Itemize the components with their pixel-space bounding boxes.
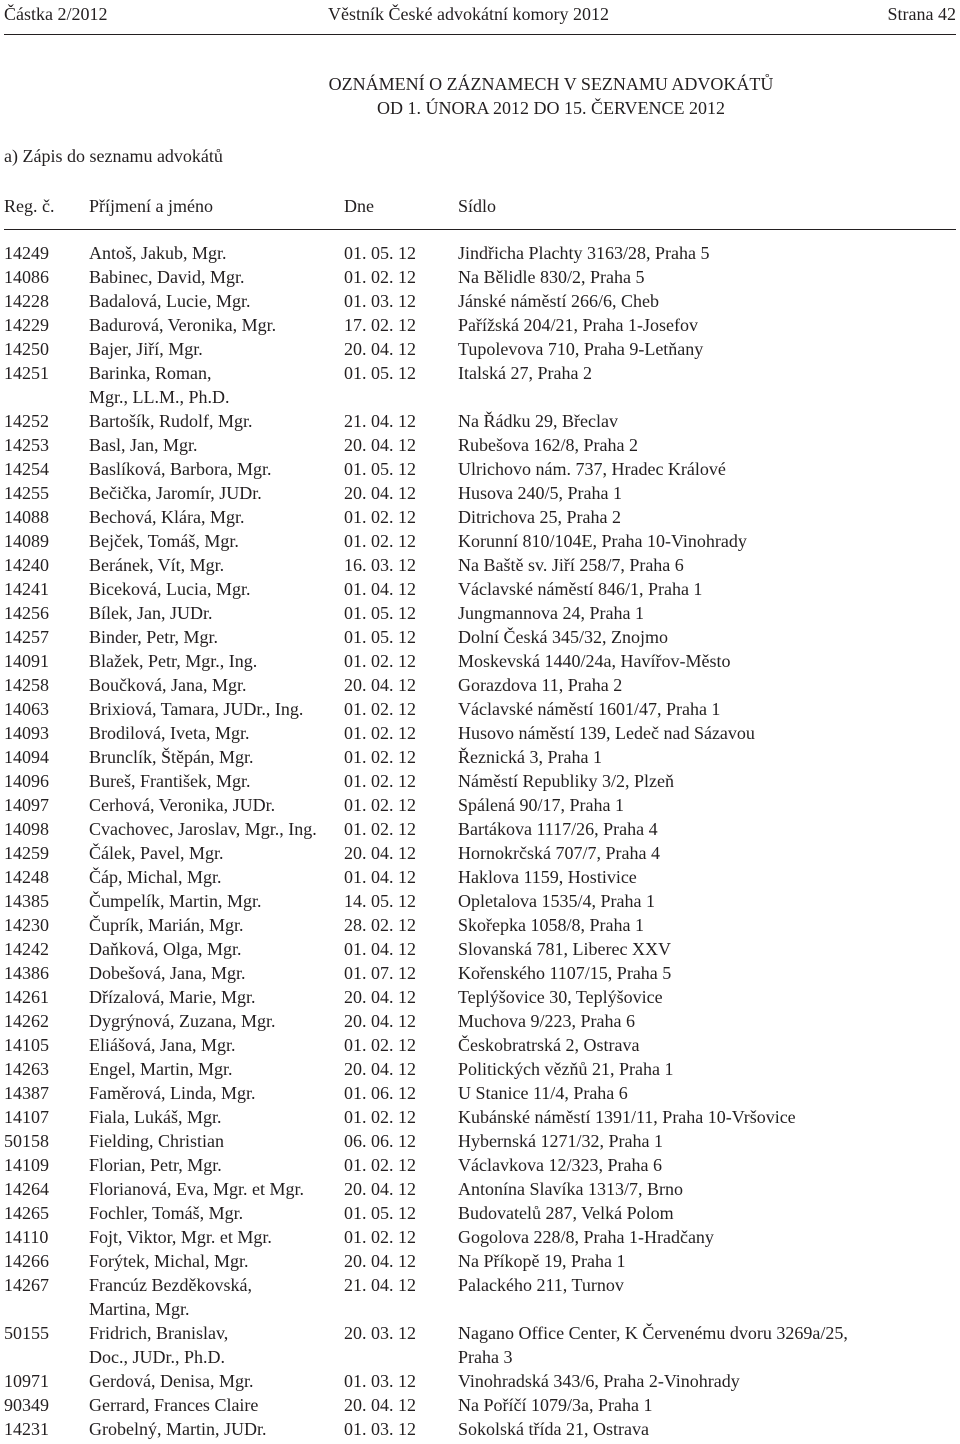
advocate-table — [0, 241, 960, 1441]
table-row — [0, 721, 960, 745]
reg-number: 10971 — [4, 1371, 49, 1391]
table-row — [0, 1321, 960, 1369]
reg-number: 14248 — [4, 867, 49, 887]
entry-date: 01. 03. 12 — [344, 291, 416, 311]
advocate-name: Fojt, Viktor, Mgr. et Mgr. — [89, 1227, 272, 1247]
advocate-name: Basl, Jan, Mgr. — [89, 435, 198, 455]
advocate-name: Boučková, Jana, Mgr. — [89, 675, 247, 695]
reg-number: 14097 — [4, 795, 49, 815]
advocate-name: Fielding, Christian — [89, 1131, 224, 1151]
reg-number: 14094 — [4, 747, 49, 767]
reg-number: 14229 — [4, 315, 49, 335]
reg-number: 14249 — [4, 243, 49, 263]
office-address: Spálená 90/17, Praha 1 — [458, 795, 624, 815]
table-row — [0, 1249, 960, 1273]
entry-date: 01. 02. 12 — [344, 507, 416, 527]
reg-number: 50155 — [4, 1323, 49, 1343]
table-row — [0, 1273, 960, 1321]
advocate-name: Čuprík, Marián, Mgr. — [89, 915, 244, 935]
advocate-name: Eliášová, Jana, Mgr. — [89, 1035, 236, 1055]
office-address: Nagano Office Center, K Červenému dvoru 3269a/25, Praha 3 — [458, 1323, 848, 1367]
advocate-name: Čumpelík, Martin, Mgr. — [89, 891, 262, 911]
office-address: Moskevská 1440/24a, Havířov-Město — [458, 651, 731, 671]
advocate-name: Florianová, Eva, Mgr. et Mgr. — [89, 1179, 304, 1199]
entry-date: 01. 06. 12 — [344, 1083, 416, 1103]
table-row — [0, 577, 960, 601]
office-address: Politických vězňů 21, Praha 1 — [458, 1059, 674, 1079]
entry-date: 21. 04. 12 — [344, 1275, 416, 1295]
entry-date: 01. 02. 12 — [344, 1155, 416, 1175]
office-address: Na Bělidle 830/2, Praha 5 — [458, 267, 645, 287]
office-address: Na Poříčí 1079/3a, Praha 1 — [458, 1395, 653, 1415]
table-row — [0, 697, 960, 721]
office-address: U Stanice 11/4, Praha 6 — [458, 1083, 628, 1103]
entry-date: 21. 04. 12 — [344, 411, 416, 431]
table-row — [0, 1105, 960, 1129]
table-row — [0, 529, 960, 553]
page-number: Strana 42 — [887, 4, 956, 24]
entry-date: 20. 04. 12 — [344, 1395, 416, 1415]
entry-date: 20. 04. 12 — [344, 1059, 416, 1079]
reg-number: 14098 — [4, 819, 49, 839]
advocate-name: Beránek, Vít, Mgr. — [89, 555, 225, 575]
advocate-name: Daňková, Olga, Mgr. — [89, 939, 242, 959]
office-address: Jungmannova 24, Praha 1 — [458, 603, 644, 623]
table-row — [0, 409, 960, 433]
office-address: Kořenského 1107/15, Praha 5 — [458, 963, 672, 983]
office-address: Gorazdova 11, Praha 2 — [458, 675, 623, 695]
table-row — [0, 1177, 960, 1201]
advocate-name: Brixiová, Tamara, JUDr., Ing. — [89, 699, 304, 719]
reg-number: 14231 — [4, 1419, 49, 1439]
office-address: Kubánské náměstí 1391/11, Praha 10-Vršovice — [458, 1107, 796, 1127]
reg-number: 14256 — [4, 603, 49, 623]
reg-number: 14258 — [4, 675, 49, 695]
table-row — [0, 289, 960, 313]
advocate-name: Gerdová, Denisa, Mgr. — [89, 1371, 254, 1391]
reg-number: 14093 — [4, 723, 49, 743]
office-address: Na Řádku 29, Břeclav — [458, 411, 618, 431]
office-address: Bartákova 1117/26, Praha 4 — [458, 819, 658, 839]
entry-date: 01. 02. 12 — [344, 531, 416, 551]
issue-number: Částka 2/2012 — [4, 4, 108, 24]
table-row — [0, 865, 960, 889]
reg-number: 14262 — [4, 1011, 49, 1031]
reg-number: 14265 — [4, 1203, 49, 1223]
office-address: Hornokrčská 707/7, Praha 4 — [458, 843, 660, 863]
reg-number: 14264 — [4, 1179, 49, 1199]
reg-number: 14263 — [4, 1059, 49, 1079]
table-header — [0, 194, 960, 220]
entry-date: 01. 02. 12 — [344, 795, 416, 815]
office-address: Řeznická 3, Praha 1 — [458, 747, 602, 767]
section-heading: a) Zápis do seznamu advokátů — [4, 146, 223, 166]
office-address: Budovatelů 287, Velká Polom — [458, 1203, 674, 1223]
reg-number: 14385 — [4, 891, 49, 911]
advocate-name: Dřízalová, Marie, Mgr. — [89, 987, 256, 1007]
advocate-name: Bartošík, Rudolf, Mgr. — [89, 411, 253, 431]
table-row — [0, 1009, 960, 1033]
table-row — [0, 673, 960, 697]
advocate-name: Blažek, Petr, Mgr., Ing. — [89, 651, 258, 671]
table-row — [0, 769, 960, 793]
entry-date: 01. 04. 12 — [344, 579, 416, 599]
table-row — [0, 985, 960, 1009]
header-divider — [4, 34, 956, 35]
advocate-name: Florian, Petr, Mgr. — [89, 1155, 222, 1175]
table-header-divider — [4, 229, 956, 230]
advocate-name: Brodilová, Iveta, Mgr. — [89, 723, 250, 743]
office-address: Pařížská 204/21, Praha 1-Josefov — [458, 315, 698, 335]
office-address: Korunní 810/104E, Praha 10-Vinohrady — [458, 531, 747, 551]
advocate-name: Bajer, Jiří, Mgr. — [89, 339, 203, 359]
office-address: Českobratrská 2, Ostrava — [458, 1035, 640, 1055]
office-address: Václavské náměstí 1601/47, Praha 1 — [458, 699, 721, 719]
table-row — [0, 1225, 960, 1249]
entry-date: 01. 02. 12 — [344, 819, 416, 839]
table-row — [0, 553, 960, 577]
table-row — [0, 1057, 960, 1081]
column-header-seat: Sídlo — [458, 196, 497, 216]
advocate-name: Francúz Bezděkovská, Martina, Mgr. — [89, 1275, 252, 1319]
table-row — [0, 937, 960, 961]
entry-date: 01. 04. 12 — [344, 939, 416, 959]
entry-date: 01. 02. 12 — [344, 651, 416, 671]
reg-number: 14253 — [4, 435, 49, 455]
advocate-name: Binder, Petr, Mgr. — [89, 627, 219, 647]
entry-date: 01. 02. 12 — [344, 747, 416, 767]
entry-date: 01. 05. 12 — [344, 363, 416, 383]
reg-number: 14261 — [4, 987, 49, 1007]
reg-number: 14063 — [4, 699, 49, 719]
reg-number: 14109 — [4, 1155, 49, 1175]
office-address: Slovanská 781, Liberec XXV — [458, 939, 671, 959]
entry-date: 01. 05. 12 — [344, 459, 416, 479]
table-row — [0, 241, 960, 265]
entry-date: 20. 04. 12 — [344, 483, 416, 503]
reg-number: 14386 — [4, 963, 49, 983]
office-address: Na Příkopě 19, Praha 1 — [458, 1251, 626, 1271]
entry-date: 20. 04. 12 — [344, 843, 416, 863]
advocate-name: Baslíková, Barbora, Mgr. — [89, 459, 272, 479]
entry-date: 20. 04. 12 — [344, 435, 416, 455]
advocate-name: Engel, Martin, Mgr. — [89, 1059, 233, 1079]
table-row — [0, 841, 960, 865]
reg-number: 14242 — [4, 939, 49, 959]
entry-date: 01. 02. 12 — [344, 699, 416, 719]
table-row — [0, 1033, 960, 1057]
entry-date: 01. 02. 12 — [344, 267, 416, 287]
office-address: Gogolova 228/8, Praha 1-Hradčany — [458, 1227, 714, 1247]
entry-date: 01. 02. 12 — [344, 1035, 416, 1055]
advocate-name: Cerhová, Veronika, JUDr. — [89, 795, 276, 815]
reg-number: 14266 — [4, 1251, 49, 1271]
reg-number: 14251 — [4, 363, 49, 383]
reg-number: 14089 — [4, 531, 49, 551]
table-row — [0, 889, 960, 913]
office-address: Vinohradská 343/6, Praha 2-Vinohrady — [458, 1371, 740, 1391]
reg-number: 14259 — [4, 843, 49, 863]
office-address: Jánské náměstí 266/6, Cheb — [458, 291, 659, 311]
entry-date: 20. 03. 12 — [344, 1323, 416, 1343]
entry-date: 01. 05. 12 — [344, 627, 416, 647]
entry-date: 20. 04. 12 — [344, 1179, 416, 1199]
column-header-name: Příjmení a jméno — [89, 196, 213, 216]
table-row — [0, 313, 960, 337]
advocate-name: Badalová, Lucie, Mgr. — [89, 291, 251, 311]
entry-date: 01. 02. 12 — [344, 1107, 416, 1127]
advocate-name: Bureš, František, Mgr. — [89, 771, 251, 791]
office-address: Husova 240/5, Praha 1 — [458, 483, 622, 503]
reg-number: 14255 — [4, 483, 49, 503]
office-address: Ditrichova 25, Praha 2 — [458, 507, 621, 527]
reg-number: 14252 — [4, 411, 49, 431]
office-address: Jindřicha Plachty 3163/28, Praha 5 — [458, 243, 710, 263]
office-address: Václavkova 12/323, Praha 6 — [458, 1155, 662, 1175]
table-row — [0, 1417, 960, 1441]
entry-date: 01. 02. 12 — [344, 771, 416, 791]
advocate-name: Biceková, Lucia, Mgr. — [89, 579, 251, 599]
reg-number: 14086 — [4, 267, 49, 287]
entry-date: 01. 07. 12 — [344, 963, 416, 983]
reg-number: 14267 — [4, 1275, 49, 1295]
table-row — [0, 481, 960, 505]
table-row — [0, 745, 960, 769]
advocate-name: Fridrich, Branislav, Doc., JUDr., Ph.D. — [89, 1323, 229, 1367]
advocate-name: Čáp, Michal, Mgr. — [89, 867, 222, 887]
advocate-name: Fiala, Lukáš, Mgr. — [89, 1107, 222, 1127]
table-row — [0, 1201, 960, 1225]
office-address: Ulrichovo nám. 737, Hradec Králové — [458, 459, 726, 479]
entry-date: 17. 02. 12 — [344, 315, 416, 335]
table-row — [0, 625, 960, 649]
reg-number: 14088 — [4, 507, 49, 527]
table-row — [0, 433, 960, 457]
entry-date: 01. 02. 12 — [344, 1227, 416, 1247]
table-row — [0, 505, 960, 529]
advocate-name: Babinec, David, Mgr. — [89, 267, 245, 287]
reg-number: 14091 — [4, 651, 49, 671]
advocate-name: Dobešová, Jana, Mgr. — [89, 963, 246, 983]
office-address: Skořepka 1058/8, Praha 1 — [458, 915, 644, 935]
table-row — [0, 457, 960, 481]
reg-number: 14387 — [4, 1083, 49, 1103]
table-row — [0, 361, 960, 409]
document-title-line-2: OD 1. ÚNORA 2012 DO 15. ČERVENCE 2012 — [376, 98, 726, 118]
office-address: Václavské náměstí 846/1, Praha 1 — [458, 579, 703, 599]
journal-title: Věstník České advokátní komory 2012 — [328, 4, 609, 24]
reg-number: 14105 — [4, 1035, 49, 1055]
office-address: Antonína Slavíka 1313/7, Brno — [458, 1179, 683, 1199]
reg-number: 50158 — [4, 1131, 49, 1151]
advocate-name: Bechová, Klára, Mgr. — [89, 507, 245, 527]
advocate-name: Forýtek, Michal, Mgr. — [89, 1251, 249, 1271]
table-row — [0, 337, 960, 361]
column-header-reg: Reg. č. — [4, 196, 55, 216]
reg-number: 14228 — [4, 291, 49, 311]
reg-number: 14107 — [4, 1107, 49, 1127]
entry-date: 01. 02. 12 — [344, 723, 416, 743]
reg-number: 14257 — [4, 627, 49, 647]
entry-date: 01. 05. 12 — [344, 603, 416, 623]
entry-date: 01. 03. 12 — [344, 1419, 416, 1439]
table-row — [0, 1393, 960, 1417]
advocate-name: Bílek, Jan, JUDr. — [89, 603, 213, 623]
office-address: Italská 27, Praha 2 — [458, 363, 592, 383]
advocate-name: Brunclík, Štěpán, Mgr. — [89, 747, 254, 767]
reg-number: 90349 — [4, 1395, 49, 1415]
table-row — [0, 1153, 960, 1177]
entry-date: 20. 04. 12 — [344, 987, 416, 1007]
reg-number: 14250 — [4, 339, 49, 359]
table-row — [0, 961, 960, 985]
page-header — [4, 2, 956, 28]
entry-date: 28. 02. 12 — [344, 915, 416, 935]
advocate-name: Bečička, Jaromír, JUDr. — [89, 483, 262, 503]
office-address: Hybernská 1271/32, Praha 1 — [458, 1131, 663, 1151]
advocate-name: Bejček, Tomáš, Mgr. — [89, 531, 239, 551]
reg-number: 14230 — [4, 915, 49, 935]
advocate-name: Fochler, Tomáš, Mgr. — [89, 1203, 244, 1223]
office-address: Na Baště sv. Jiří 258/7, Praha 6 — [458, 555, 684, 575]
office-address: Muchova 9/223, Praha 6 — [458, 1011, 635, 1031]
advocate-name: Gerrard, Frances Claire — [89, 1395, 259, 1415]
reg-number: 14240 — [4, 555, 49, 575]
entry-date: 20. 04. 12 — [344, 675, 416, 695]
reg-number: 14110 — [4, 1227, 49, 1247]
entry-date: 14. 05. 12 — [344, 891, 416, 911]
advocate-name: Čálek, Pavel, Mgr. — [89, 843, 224, 863]
table-row — [0, 913, 960, 937]
table-row — [0, 649, 960, 673]
office-address: Dolní Česká 345/32, Znojmo — [458, 627, 668, 647]
entry-date: 01. 05. 12 — [344, 1203, 416, 1223]
office-address: Náměstí Republiky 3/2, Plzeň — [458, 771, 674, 791]
entry-date: 20. 04. 12 — [344, 1251, 416, 1271]
entry-date: 01. 03. 12 — [344, 1371, 416, 1391]
office-address: Opletalova 1535/4, Praha 1 — [458, 891, 655, 911]
entry-date: 01. 04. 12 — [344, 867, 416, 887]
office-address: Haklova 1159, Hostivice — [458, 867, 637, 887]
advocate-name: Badurová, Veronika, Mgr. — [89, 315, 277, 335]
advocate-name: Dygrýnová, Zuzana, Mgr. — [89, 1011, 276, 1031]
office-address: Husovo náměstí 139, Ledeč nad Sázavou — [458, 723, 755, 743]
table-row — [0, 1081, 960, 1105]
office-address: Tupolevova 710, Praha 9-Letňany — [458, 339, 704, 359]
document-title-line-1: OZNÁMENÍ O ZÁZNAMECH V SEZNAMU ADVOKÁTŮ — [328, 74, 774, 94]
table-row — [0, 1369, 960, 1393]
office-address: Teplýšovice 30, Teplýšovice — [458, 987, 663, 1007]
advocate-name: Faměrová, Linda, Mgr. — [89, 1083, 256, 1103]
entry-date: 01. 05. 12 — [344, 243, 416, 263]
entry-date: 06. 06. 12 — [344, 1131, 416, 1151]
office-address: Palackého 211, Turnov — [458, 1275, 624, 1295]
table-row — [0, 817, 960, 841]
advocate-name: Antoš, Jakub, Mgr. — [89, 243, 227, 263]
entry-date: 20. 04. 12 — [344, 1011, 416, 1031]
office-address: Sokolská třída 21, Ostrava — [458, 1419, 649, 1439]
column-header-date: Dne — [344, 196, 374, 216]
advocate-name: Barinka, Roman, Mgr., LL.M., Ph.D. — [89, 363, 230, 407]
reg-number: 14254 — [4, 459, 49, 479]
table-row — [0, 601, 960, 625]
reg-number: 14241 — [4, 579, 49, 599]
entry-date: 16. 03. 12 — [344, 555, 416, 575]
office-address: Rubešova 162/8, Praha 2 — [458, 435, 638, 455]
entry-date: 20. 04. 12 — [344, 339, 416, 359]
table-row — [0, 265, 960, 289]
table-row — [0, 793, 960, 817]
advocate-name: Grobelný, Martin, JUDr. — [89, 1419, 267, 1439]
advocate-name: Cvachovec, Jaroslav, Mgr., Ing. — [89, 819, 317, 839]
table-row — [0, 1129, 960, 1153]
reg-number: 14096 — [4, 771, 49, 791]
